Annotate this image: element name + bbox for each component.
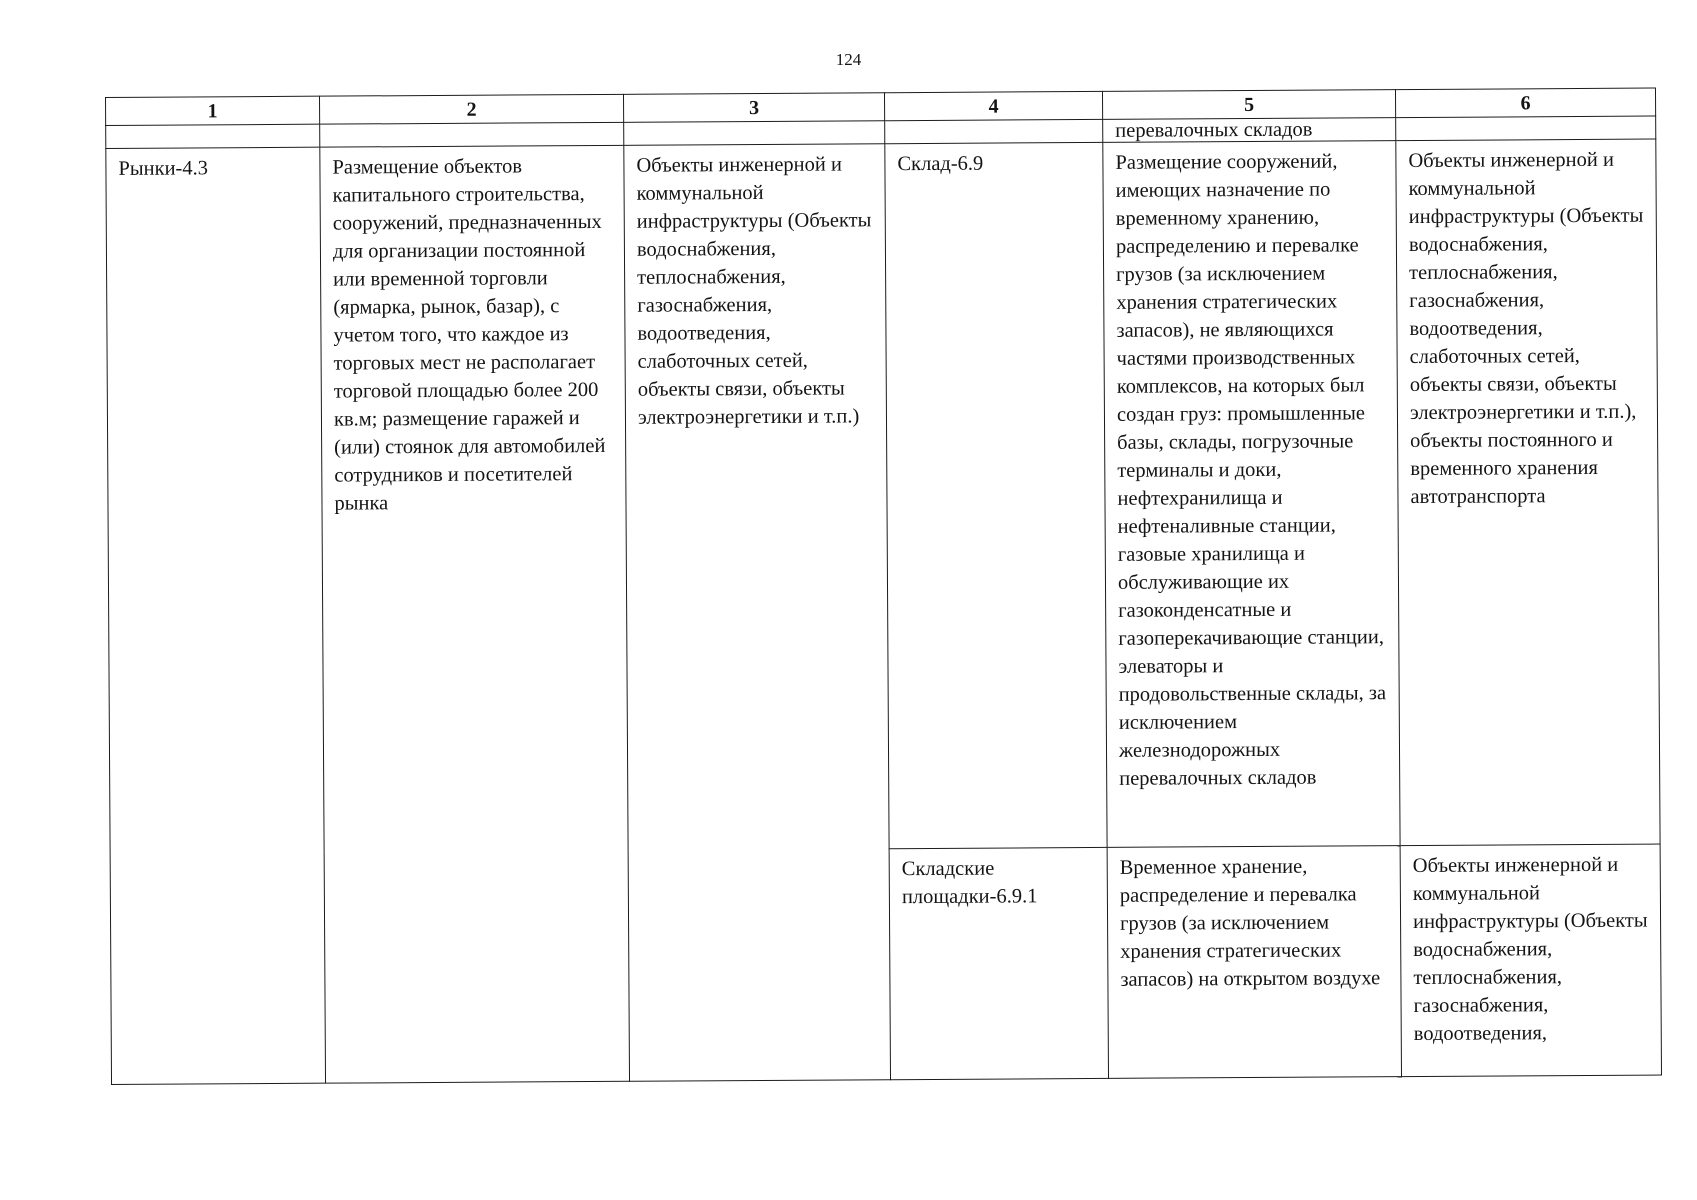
continuation-cell-2 (320, 122, 624, 147)
auxiliary-infrastructure-text: Объекты инженерной и коммунальной инфраструктуры (Объекты водоснабжения, теплоснабжения, газоснабжения, водоотведения, слаботочных сетей, объекты связи, объекты электроэнергетики и т.п.), объекты постоянного и временного хранения автотранспорта (1408, 148, 1644, 509)
continuation-cell-6 (1396, 116, 1656, 141)
auxiliary-description-cell (1107, 846, 1401, 1079)
main-use-cell (106, 147, 326, 1084)
continuation-cell-4 (885, 119, 1103, 143)
continuation-cell-5: перевалочных складов (1103, 118, 1396, 143)
main-description-cell (320, 145, 630, 1083)
auxiliary-use-text: Склад-6.9 (897, 152, 984, 176)
header-cell-6: 6 (1395, 88, 1655, 118)
header-cell-4: 4 (884, 91, 1102, 120)
main-infrastructure-text: Объекты инженерной и коммунальной инфраструктуры (Объекты водоснабжения, теплоснабжения, газоснабжения, водоотведения, слаботочных сетей, объекты связи, объекты электроэнергетики и т.п.) (636, 153, 872, 429)
auxiliary-description-cell (1103, 141, 1400, 848)
header-cell-2: 2 (319, 94, 623, 124)
table-row (106, 139, 1660, 853)
header-cell-3: 3 (623, 93, 884, 123)
continuation-cell-3 (624, 121, 885, 146)
main-description-text: Размещение объектов капитального строительства, сооружений, предназначенных для организации постоянной или временной торговли (ярмарка, рынок, базар), с учетом того, что каждое из торговых мест не располагает торговой площадью более 200 кв.м; размещение гаражей и (или) стоянок для автомобилей сотрудников и посетителей рынка (332, 155, 606, 515)
auxiliary-infrastructure-cell (1396, 139, 1660, 846)
main-use-text: Рынки-4.3 (118, 157, 209, 180)
auxiliary-use-text: Складские площадки-6.9.1 (901, 857, 1038, 909)
header-cell-1: 1 (106, 96, 320, 125)
header-cell-5: 5 (1102, 90, 1395, 120)
auxiliary-infrastructure-cell (1400, 844, 1661, 1077)
auxiliary-description-text: Временное хранение, распределение и перевалка грузов (за исключением хранения стратегических запасов) на открытом воздухе (1119, 855, 1381, 991)
main-infrastructure-cell (624, 144, 891, 1082)
auxiliary-description-text: Размещение сооружений, имеющих назначение по временному хранению, распределению и перевалке грузов (за исключением хранения стратегических запасов), не являющихся частями производственных комплексов, на которых был создан груз: промышленные базы, склады, погрузочные терминалы и доки, нефтехранилища и нефтеналивные станции, газовые хранилища и обслуживающие их газоконденсатные и газоперекачивающие станции, элеваторы и продовольственные склады, за исключением железнодорожных перевалочных складов (1115, 150, 1387, 790)
auxiliary-use-cell (885, 142, 1107, 848)
auxiliary-use-cell (889, 847, 1108, 1079)
land-use-table (105, 88, 1662, 1085)
page-number: 124 (835, 50, 862, 69)
continuation-cell-1 (106, 124, 320, 148)
auxiliary-infrastructure-text: Объекты инженерной и коммунальной инфраструктуры (Объекты водоснабжения, теплоснабжения, газоснабжения, водоотведения, (1412, 853, 1648, 1046)
